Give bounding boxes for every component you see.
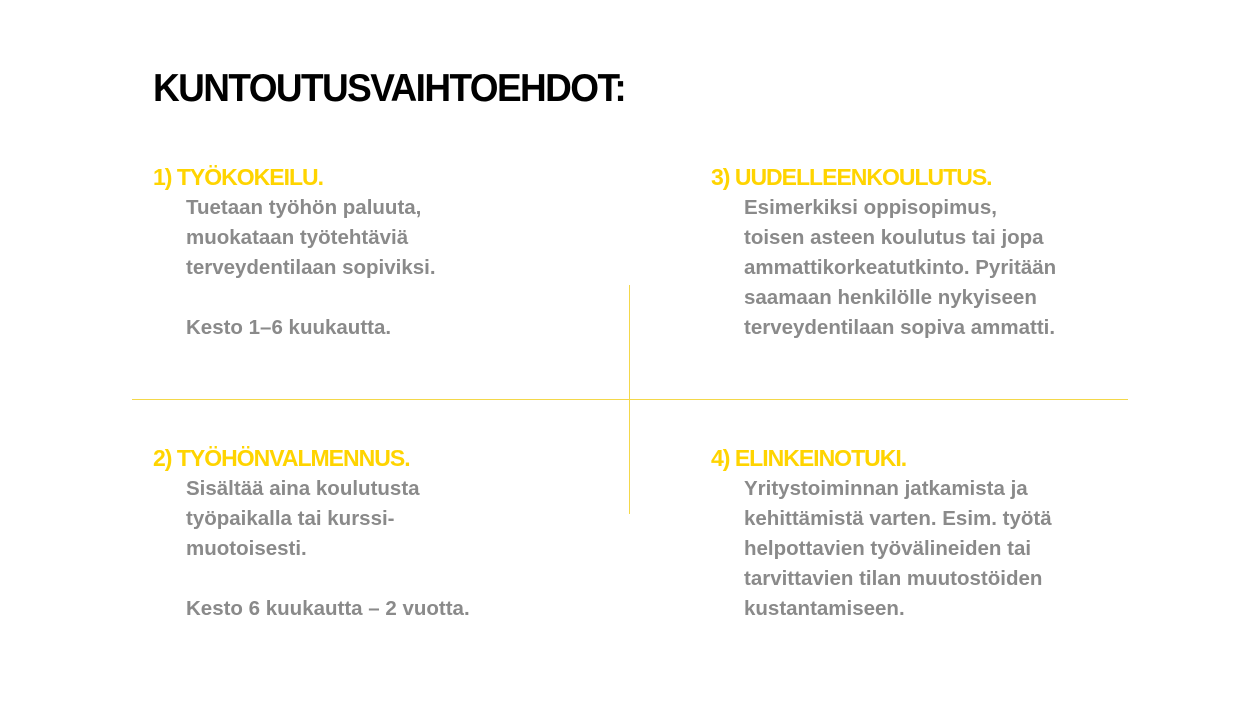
body-line: terveydentilaan sopiva ammatti. [744, 316, 1056, 339]
section-heading: 3) UUDELLEENKOULUTUS. [711, 164, 992, 190]
body-line: ammattikorkeatutkinto. Pyritään [744, 256, 1057, 279]
page-title: KUNTOUTUSVAIHTOEHDOT: [153, 66, 626, 110]
body-line: kehittämistä varten. Esim. työtä [744, 507, 1052, 530]
body-line: tarvittavien tilan muutostöiden [744, 567, 1043, 590]
body-line: Tuetaan työhön paluuta, [186, 196, 422, 219]
horizontal-divider [132, 399, 1128, 400]
body-line: muokataan työtehtäviä [186, 226, 409, 249]
section-body [744, 193, 1056, 343]
section-uudelleenkoulutus [711, 163, 1056, 343]
body-line: helpottavien työvälineiden tai [744, 537, 1032, 560]
section-tyokokeilu [153, 163, 436, 343]
body-line: Yritystoiminnan jatkamista ja [744, 477, 1028, 500]
body-line: saamaan henkilölle nykyiseen [744, 286, 1037, 309]
section-tyohonvalmennus [153, 444, 470, 624]
duration-text: Kesto 6 kuukautta – 2 vuotta. [186, 597, 470, 620]
body-line: muotoisesti. [186, 537, 307, 560]
body-line: kustantamiseen. [744, 597, 905, 620]
section-heading: 1) TYÖKOKEILU. [153, 164, 324, 190]
body-line: toisen asteen koulutus tai jopa [744, 226, 1044, 249]
section-heading: 2) TYÖHÖNVALMENNUS. [153, 445, 410, 471]
section-body [186, 193, 436, 343]
body-line: Esimerkiksi oppisopimus, [744, 196, 997, 219]
section-heading: 4) ELINKEINOTUKI. [711, 445, 907, 471]
section-elinkeinotuki [711, 444, 1052, 624]
body-line: terveydentilaan sopiviksi. [186, 256, 436, 279]
duration-text: Kesto 1–6 kuukautta. [186, 316, 392, 339]
body-line: Sisältää aina koulutusta [186, 477, 420, 500]
body-line: työpaikalla tai kurssi- [186, 507, 395, 530]
vertical-divider [629, 285, 630, 514]
section-body [186, 474, 470, 624]
section-body [744, 474, 1052, 624]
